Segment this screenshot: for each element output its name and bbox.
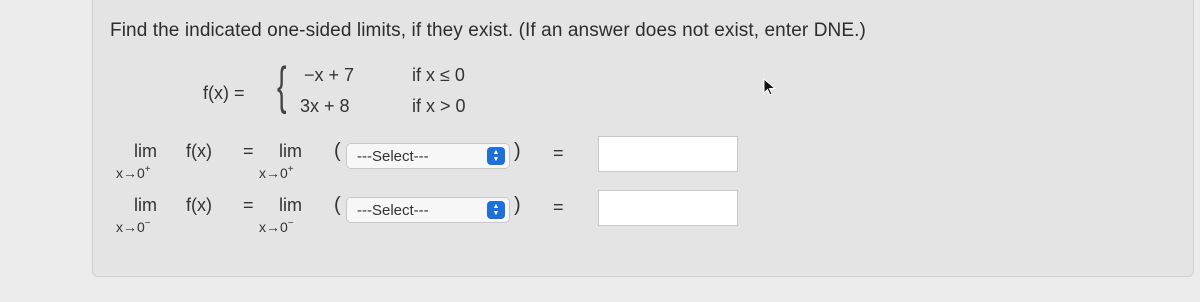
limit-right-fx: f(x): [186, 141, 212, 161]
limit-right-answer-input[interactable]: [598, 136, 738, 172]
instructions-text: Find the indicated one-sided limits, if they exist. (If an answer does not exist, enter DNE.): [110, 20, 866, 41]
limit-left-lim-label: lim: [134, 195, 157, 215]
limit-left-equals: =: [243, 195, 254, 215]
limit-left-close-paren: ): [514, 194, 521, 216]
function-name: f(x) =: [203, 83, 245, 103]
limit-left-approach: x→0−: [116, 218, 151, 235]
limit-right-equals2: =: [553, 143, 564, 163]
updown-chevron-icon: ▲ ▼: [487, 147, 505, 165]
updown-chevron-icon: ▲ ▼: [487, 201, 505, 219]
limit-left-select-label: ---Select---: [357, 201, 429, 219]
limit-left-select[interactable]: [346, 197, 510, 223]
mouse-pointer-icon: [763, 78, 777, 101]
limit-right-lim-label: lim: [134, 141, 157, 161]
limit-right-open-paren: (: [334, 140, 341, 162]
limit-right-approach2: x→0+: [259, 164, 294, 181]
piece1-condition: if x ≤ 0: [412, 65, 465, 85]
piece2-condition: if x > 0: [412, 96, 466, 116]
limit-right-lim2-label: lim: [279, 141, 302, 161]
limit-right-close-paren: ): [514, 140, 521, 162]
limit-left-fx: f(x): [186, 195, 212, 215]
limit-left-answer-input[interactable]: [598, 190, 738, 226]
limit-left-equals2: =: [553, 197, 564, 217]
limit-right-select-label: ---Select---: [357, 147, 429, 165]
piecewise-brace: {: [277, 57, 287, 115]
limit-left-approach2: x→0−: [259, 218, 294, 235]
limit-left-lim2-label: lim: [279, 195, 302, 215]
limit-left-open-paren: (: [334, 194, 341, 216]
piece2-expression: 3x + 8: [300, 96, 350, 116]
piece1-expression: −x + 7: [304, 65, 355, 85]
limit-right-equals: =: [243, 141, 254, 161]
limit-right-select[interactable]: [346, 143, 510, 169]
limit-right-approach: x→0+: [116, 164, 151, 181]
